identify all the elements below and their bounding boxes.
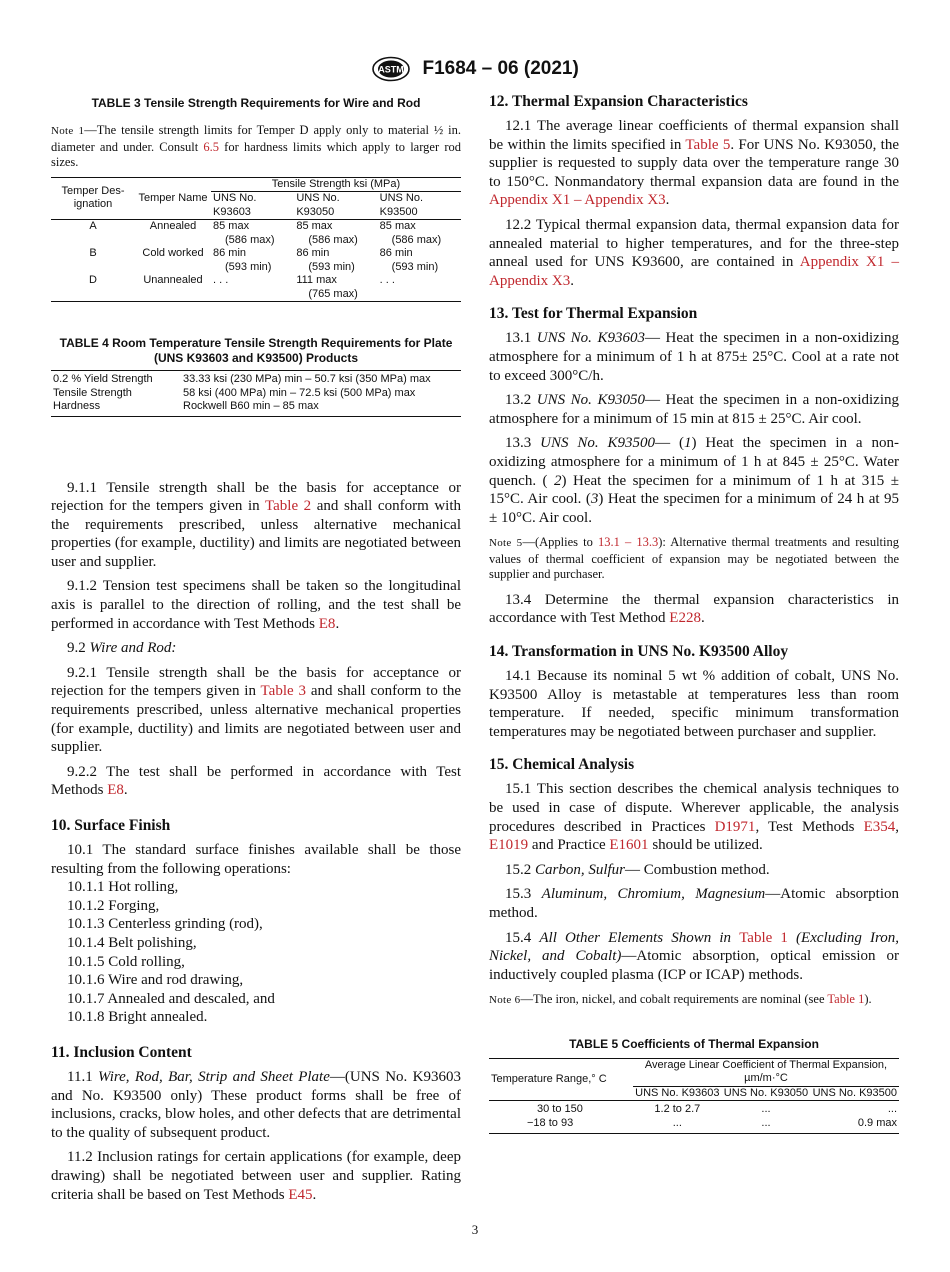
t3-subhead: UNS No. K93050	[294, 192, 377, 220]
list-item: 10.1.2 Forging,	[67, 897, 160, 914]
astm-logo-icon	[371, 56, 411, 82]
table4	[51, 370, 461, 417]
link-table-1[interactable]: Table 1	[739, 929, 788, 946]
note-5: Note 5—(Applies to 13.1 – 13.3): Alternative thermal treatments and resulting values of thermal coefficient of expansion may be negotiated between the supplier and purchaser.	[489, 535, 900, 582]
link-13-1-13-3[interactable]: 13.1 – 13.3	[597, 535, 659, 550]
heading-12: 12. Thermal Expansion Characteristics	[489, 93, 748, 110]
para-12-2: 12.2 Typical thermal expansion data, thermal expansion data for annealed material to higher temperatures, and for the three-step anneal used for UNS K93600, are contained in Appendix X1 – Appendix X3.	[489, 216, 899, 289]
para-11-1: 11.1 Wire, Rod, Bar, Strip and Sheet Plate—(UNS No. K93603 and No. K93500 only) These product forms shall be free of inclusions, cracks, blow holes, and other defects that are detrimental to the quality of subsequent product.	[51, 1068, 461, 1141]
table-row: A Annealed 85 max (586 max) 85 max (586 max) 85 max (586 max)	[89, 220, 442, 246]
table-row: −18 to 93 ... ... 0.9 max	[489, 1117, 899, 1134]
t3-subhead: UNS No. K93500	[378, 192, 461, 220]
note-6: Note 6—The iron, nickel, and cobalt requirements are nominal (see Table 1).	[489, 992, 872, 1007]
page-header	[0, 56, 950, 82]
link-table-5[interactable]: Table 5	[685, 136, 731, 153]
list-item: 10.1.8 Bright annealed.	[67, 1009, 208, 1026]
heading-10: 10. Surface Finish	[51, 817, 171, 834]
para-13-4: 13.4 Determine the thermal expansion characteristics in accordance with Test Method E228.	[489, 591, 899, 627]
para-14-1: 14.1 Because its nominal 5 wt % addition of cobalt, UNS No. K93500 Alloy is metastable at temperatures less than room temperature. If needed, specific minimum transformation temperatures may be negotiated between purchaser and supplier.	[489, 667, 899, 740]
link-e228[interactable]: E228	[669, 610, 701, 627]
para-15-2: 15.2 Carbon, Sulfur— Combustion method.	[505, 861, 770, 878]
link-appendix[interactable]: Appendix X1 – Appendix X3	[489, 192, 666, 209]
t3-head-name: Temper Name	[135, 177, 211, 220]
t5-head-group: Average Linear Coefficient of Thermal Expansion, µm/m·°C	[633, 1058, 899, 1086]
table-row: 0.2 % Yield Strength 33.33 ksi (230 MPa) min – 50.7 ksi (350 MPa) max	[51, 371, 461, 387]
table-row: D Unannealed . . . 111 max (765 max) . . .	[51, 274, 461, 302]
list-item: 10.1.7 Annealed and descaled, and	[67, 990, 275, 1007]
list-item: 10.1.1 Hot rolling,	[67, 879, 179, 896]
para-9-2: 9.2 Wire and Rod:	[67, 640, 177, 657]
link-table-3[interactable]: Table 3	[260, 683, 306, 700]
list-item: 10.1.3 Centerless grinding (rod),	[67, 916, 263, 933]
heading-14: 14. Transformation in UNS No. K93500 Alloy	[489, 642, 789, 660]
table-row: 30 to 150 1.2 to 2.7 ... ...	[537, 1103, 897, 1116]
table3	[51, 177, 461, 303]
para-9-2-2: 9.2.2 The test shall be performed in accordance with Test Methods E8.	[51, 763, 461, 799]
para-10-1: 10.1 The standard surface finishes available shall be those resulting from the following operations:	[51, 842, 461, 877]
designation: F1684 – 06 (2021)	[422, 58, 579, 79]
table-row: Hardness Rockwell B60 min – 85 max	[51, 400, 461, 416]
table-row: Tensile Strength 58 ksi (400 MPa) min – 72.5 ksi (500 MPa) max	[53, 386, 416, 399]
t3-head-designation: Temper Des-ignation	[51, 177, 135, 220]
table5	[489, 1058, 899, 1135]
para-9-2-1: 9.2.1 Tensile strength shall be the basis for acceptance or rejection for the tempers given in Table 3 and shall conform to the requirements prescribed, unless alternative mechanical properties (for example, ductility) and limits are negotiated between user and supplier.	[51, 664, 462, 756]
para-9-1-2: 9.1.2 Tension test specimens shall be taken so the longitudinal axis is parallel to the direction of rolling, and the test shall be performed in accordance with Test Methods E8.	[51, 578, 461, 632]
link-e1601[interactable]: E1601	[609, 837, 649, 854]
link-e8[interactable]: E8	[107, 782, 124, 799]
link-e8[interactable]: E8	[318, 615, 336, 632]
list-item: 10.1.6 Wire and rod drawing,	[67, 972, 244, 989]
para-11-2: 11.2 Inclusion ratings for certain applications (for example, deep drawing) shall be negotiated between user and supplier. Rating criteria shall be based on Test Methods E45.	[51, 1149, 461, 1203]
link-table-1[interactable]: Table 1	[827, 992, 865, 1007]
t3-subhead: UNS No. K93603	[211, 192, 294, 220]
table4-caption: TABLE 4 Room Temperature Tensile Strength Requirements for Plate (UNS K93603 and K93500) Products	[59, 336, 453, 365]
link-table-2[interactable]: Table 2	[265, 498, 312, 515]
table3-caption: TABLE 3 Tensile Strength Requirements for Wire and Rod	[91, 96, 421, 110]
para-13-1: 13.1 UNS No. K93603— Heat the specimen in a non-oxidizing atmosphere for a minimum of 1 h at 875± 25°C. Cool at a rate not to exceed 300°C/h.	[489, 330, 899, 384]
list-item: 10.1.5 Cold rolling,	[67, 953, 185, 970]
table-row: B Cold worked 86 min (593 min) 86 min (593 min) 86 min (593 min)	[89, 247, 439, 273]
link-e1019[interactable]: E1019	[489, 837, 529, 854]
link-appendix[interactable]: Appendix X1 – Appendix X3	[489, 254, 899, 289]
left-column	[51, 92, 461, 1210]
t5-head-range: Temperature Range,° C	[489, 1058, 633, 1101]
link-e354[interactable]: E354	[863, 818, 896, 835]
link-6-5[interactable]: 6.5	[203, 139, 219, 154]
table5-caption: TABLE 5 Coefficients of Thermal Expansion	[569, 1036, 819, 1051]
link-e45[interactable]: E45	[288, 1186, 313, 1203]
para-15-4: 15.4 All Other Elements Shown in Table 1 (Excluding Iron, Nickel, and Cobalt)—Atomic absorption, optical emission or inductively coupled plasma (ICP or ICAP) methods.	[489, 929, 900, 983]
right-column	[489, 92, 899, 1134]
para-13-3: 13.3 UNS No. K93500— (1) Heat the specimen in a non-oxidizing atmosphere for a minimum of 1 h at 845 ± 25°C. Water quench. ( 2) Heat the specimen for a minimum of 1 h at 315 ± 15°C. Air cool. (3) Heat the specimen for a minimum of 24 h at 95 ± 10°C. Air cool.	[489, 435, 900, 526]
t3-head-group: Tensile Strength ksi (MPa)	[211, 177, 461, 192]
list-item: 10.1.4 Belt polishing,	[67, 934, 197, 951]
para-15-1: 15.1 This section describes the chemical analysis techniques to be used in case of dispute. Wherever applicable, the analysis procedures described in Practices D1971, Test Methods E354, E1019 and Practice E1601 should be utilized.	[489, 781, 899, 854]
para-9-1-1: 9.1.1 Tensile strength shall be the basis for acceptance or rejection for the tempers given in Table 2 and shall conform with the requirements prescribed, unless alternative mechanical properties (for example, ductility) and limits are negotiated between user and supplier.	[51, 479, 461, 570]
t5-subhead: UNS No. K93050	[722, 1086, 811, 1101]
table3-note: Note 1—The tensile strength limits for Temper D apply only to material ½ in. diameter and under. Consult 6.5 for hardness limits which apply to larger rod sizes.	[51, 123, 461, 169]
t5-subhead: UNS No. K93603	[633, 1086, 722, 1101]
para-15-3: 15.3 Aluminum, Chromium, Magnesium—Atomic absorption method.	[489, 886, 899, 921]
link-d1971[interactable]: D1971	[714, 818, 756, 835]
svg-text:ASTM: ASTM	[378, 64, 404, 75]
t5-subhead: UNS No. K93500	[810, 1086, 899, 1101]
para-13-2: 13.2 UNS No. K93050— Heat the specimen in a non-oxidizing atmosphere for a minimum of 15 min at 815 ± 25°C. Air cool.	[489, 392, 899, 427]
heading-13: 13. Test for Thermal Expansion	[489, 305, 698, 323]
heading-11: 11. Inclusion Content	[51, 1043, 192, 1061]
page-number: 3	[471, 1222, 479, 1237]
heading-15: 15. Chemical Analysis	[489, 756, 635, 774]
para-12-1: 12.1 The average linear coefficients of thermal expansion shall be within the limits specified in Table 5. For UNS No. K93050, the supplier is requested to supply data over the temperature range 30 to 150°C. Nonmandatory thermal expansion data are found in the Appendix X1 – Appendix X3.	[489, 118, 899, 209]
